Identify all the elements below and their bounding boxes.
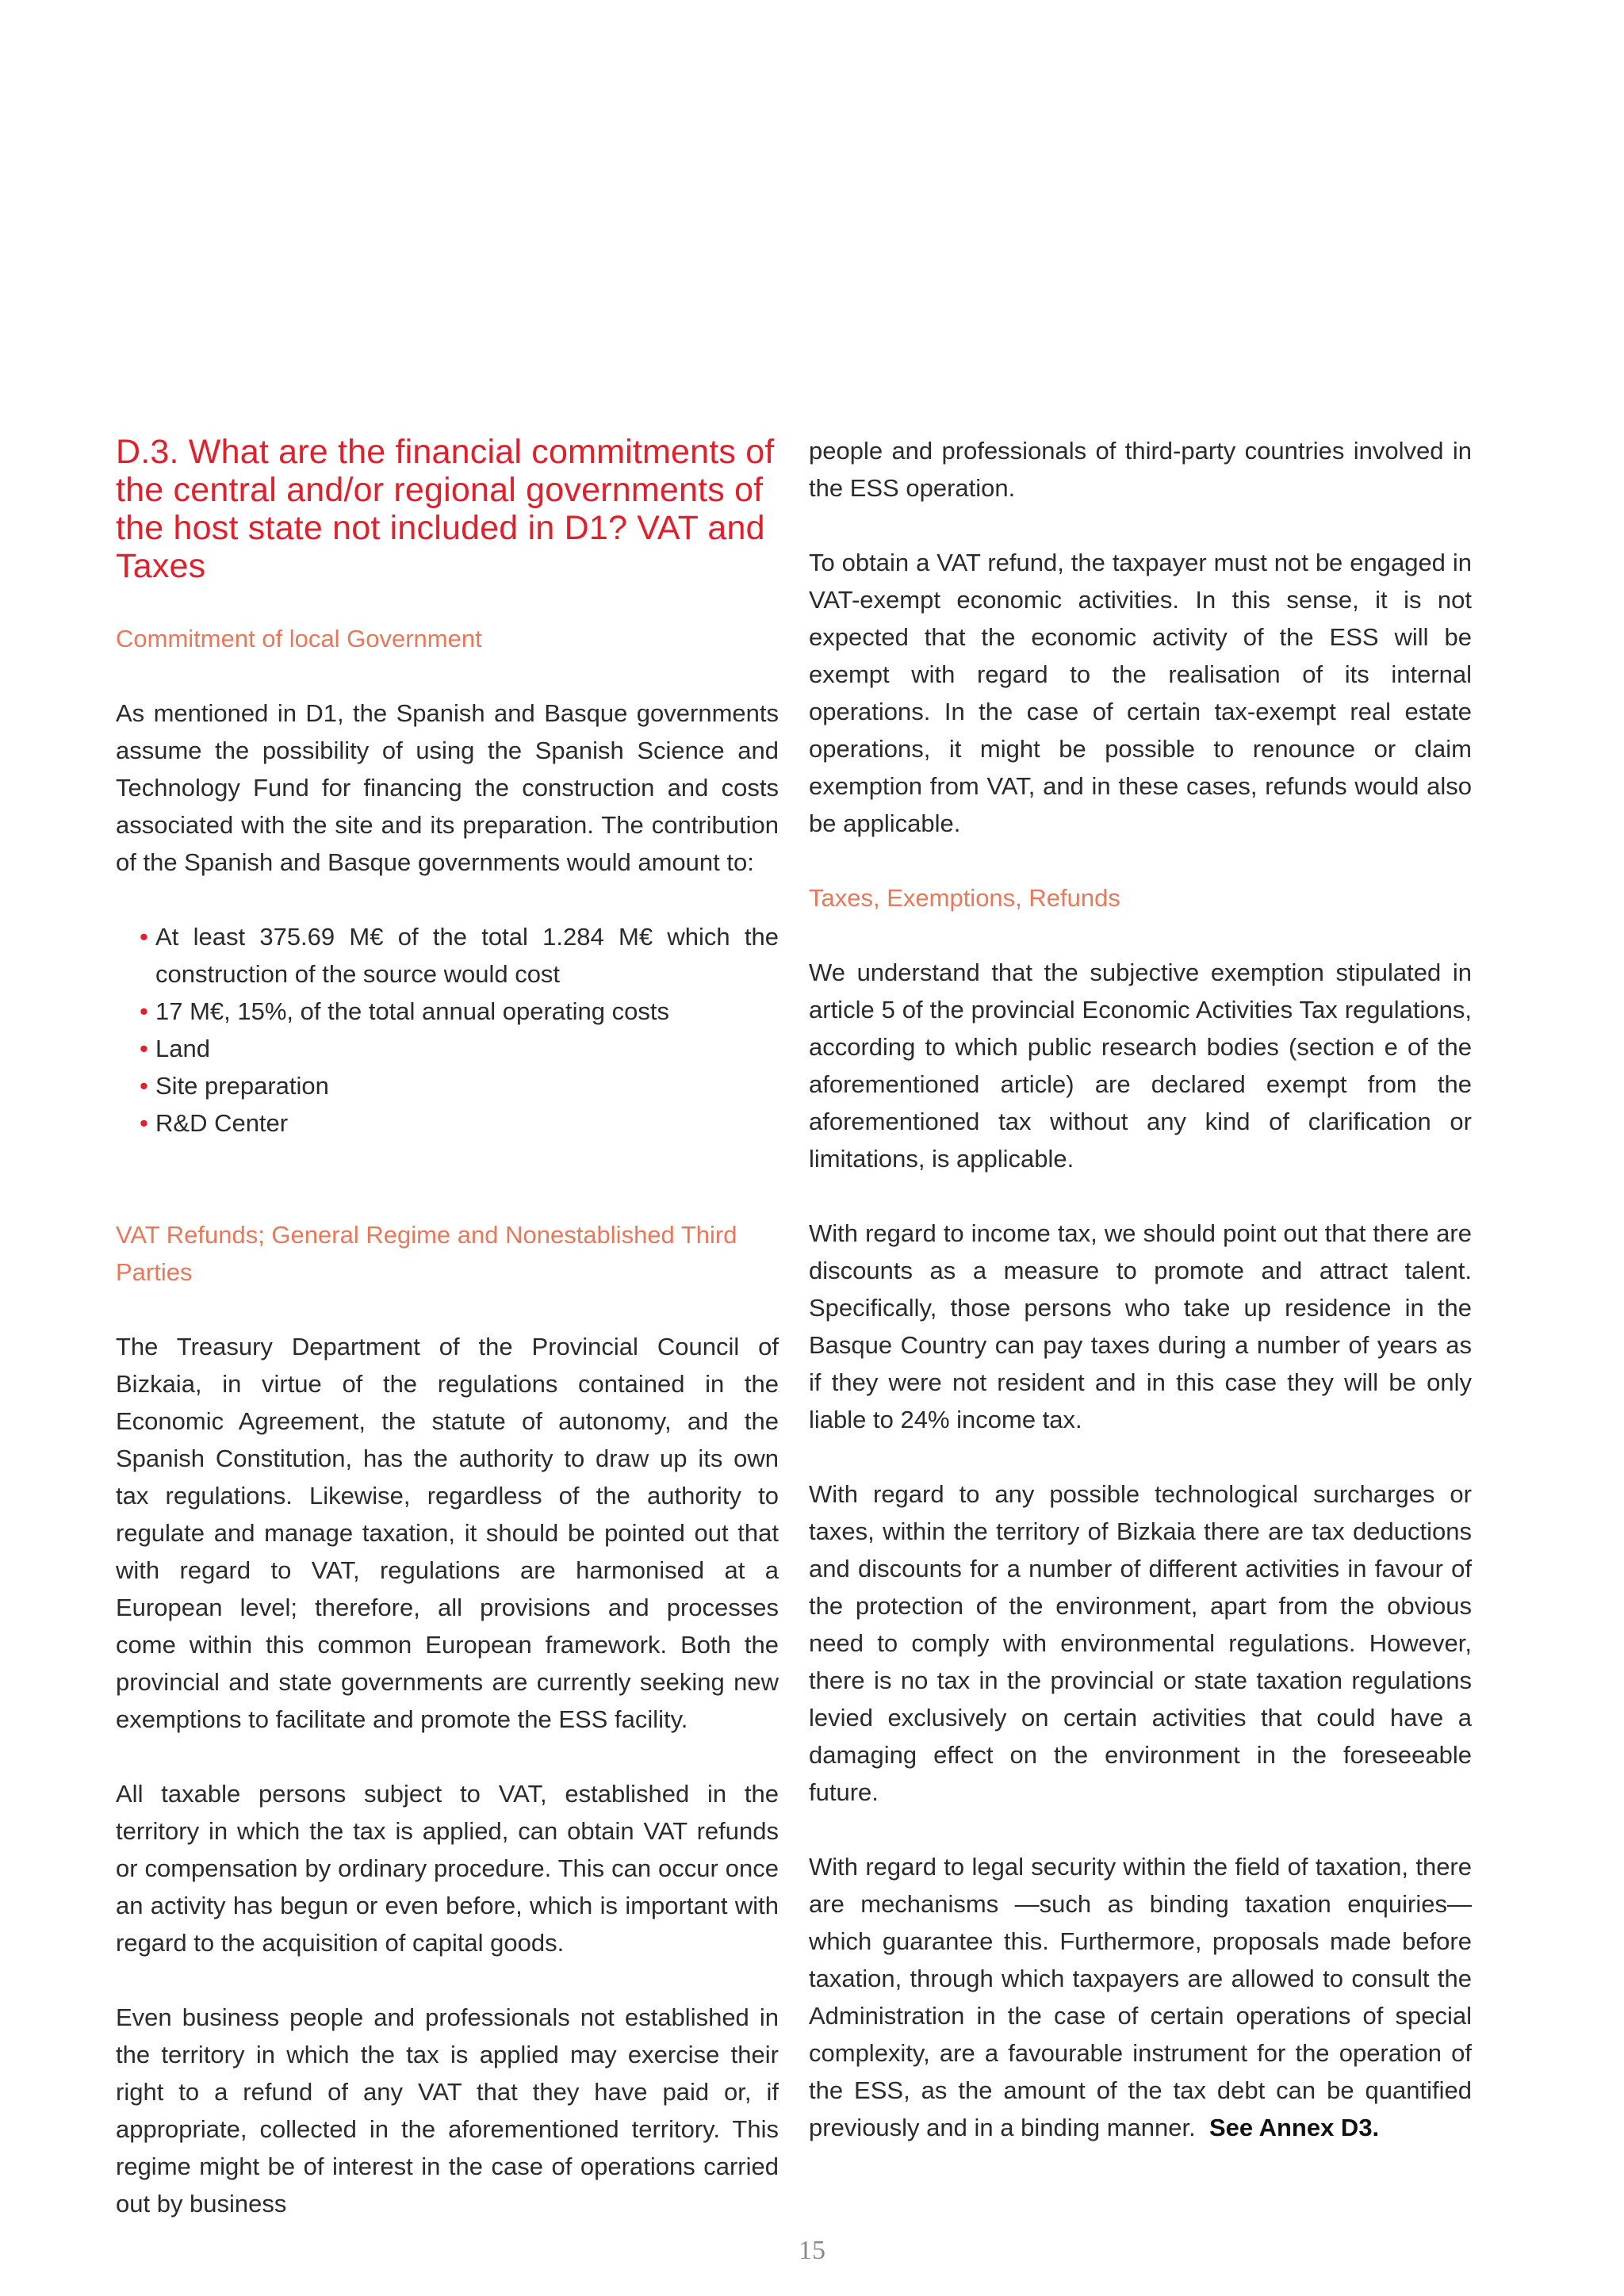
list-item: • 17 M€, 15%, of the total annual operating costs [140, 993, 779, 1030]
right-column [809, 432, 1472, 2146]
paragraph-treasury: The Treasury Department of the Provincial Council of Bizkaia, in virtue of the regulations contained in the Economic Agreement, the statute of autonomy, and the Spanish Constitution, has the authority to draw up its own tax regulations. Likewise, regardless of the authority to regulate and manage taxation, it should be pointed out that with regard to VAT, regulations are harmonised at a European level; therefore, all provisions and processes come within this common European framework. Both the provincial and state governments are currently seeking new exemptions to facilitate and promote the ESS facility. [116, 1333, 779, 1733]
bullet-icon: • [140, 1035, 148, 1062]
paragraph-local-government-intro: As mentioned in D1, the Spanish and Basque governments assume the possibility of using the Spanish Science and Technology Fund for financing the construction and costs associated with the site and its preparation. The contribution of the Spanish and Basque governments would amount to: [116, 699, 779, 876]
paragraph-income-tax: With regard to income tax, we should point out that there are discounts as a measure to promote and attract talent. Specifically, those persons who take up residence in the Basque Country can pay taxes during a number of years as if they were not resident and in this case they will be only liable to 24% income tax. [809, 1219, 1472, 1433]
paragraph-legal-security: With regard to legal security within the field of taxation, there are mechanisms —such as binding taxation enquiries— which guarantee this. Furthermore, proposals made before taxation, through which taxpayers are allowed to consult the Administration in the case of certain operations of special complexity, are a favourable instrument for the operation of the ESS, as the amount of the tax debt can be quantified previously and in a binding manner. See Annex D3. [809, 1853, 1472, 2141]
contribution-list [116, 918, 779, 1142]
subhead-taxes-exemptions: Taxes, Exemptions, Refunds [809, 884, 1120, 912]
list-item: • Land [140, 1030, 779, 1067]
subhead-local-government: Commitment of local Government [116, 625, 482, 652]
page-number: 15 [799, 2236, 825, 2265]
bullet-icon: • [140, 923, 148, 951]
list-item: • Site preparation [140, 1067, 779, 1104]
list-item: • At least 375.69 M€ of the total 1.284 M€ which the construction of the source would cost [140, 918, 779, 993]
paragraph-continuation: people and professionals of third-party countries involved in the ESS operation. [809, 437, 1472, 502]
paragraph-vat-refund-conditions: To obtain a VAT refund, the taxpayer must not be engaged in VAT-exempt economic activities. In this sense, it is not expected that the economic activity of the ESS will be exempt with regard to the realisation of its internal operations. In the case of certain tax-exempt real estate operations, it might be possible to renounce or claim exemption from VAT, and in these cases, refunds would also be applicable. [809, 549, 1472, 837]
paragraph-nonestablished: Even business people and professionals not established in the territory in which the tax is applied may exercise their right to a refund of any VAT that they have paid or, if appropriate, collected in the aforementioned territory. This regime might be of interest in the case of operations carried out by business [116, 2003, 779, 2218]
section-title: D.3. What are the financial commitments of the central and/or regional governments of the host state not included in D1? VAT and Taxes [116, 433, 775, 585]
annex-reference: See Annex D3. [1208, 2114, 1380, 2141]
list-item: • R&D Center [140, 1104, 779, 1142]
paragraph-technological-surcharges: With regard to any possible technological surcharges or taxes, within the territory of Bizkaia there are tax deductions and discounts for a number of different activities in favour of the protection of the environment, apart from the obvious need to comply with environmental regulations. However, there is no tax in the provincial or state taxation regulations levied exclusively on certain activities that could have a damaging effect on the environment in the foreseeable future. [809, 1480, 1472, 1806]
bullet-icon: • [140, 997, 148, 1025]
left-column [116, 433, 779, 2222]
bullet-icon: • [140, 1109, 148, 1137]
paragraph-subjective-exemption: We understand that the subjective exemption stipulated in article 5 of the provincial Economic Activities Tax regulations, according to which public research bodies (section e of the aforementioned article) are declared exempt from the aforementioned tax without any kind of clarification or limitations, is applicable. [809, 959, 1472, 1173]
paragraph-taxable-persons: All taxable persons subject to VAT, established in the territory in which the tax is applied, can obtain VAT refunds or compensation by ordinary procedure. This can occur once an activity has begun or even before, which is important with regard to the acquisition of capital goods. [116, 1780, 779, 1957]
bullet-icon: • [140, 1072, 148, 1100]
subhead-vat-refunds: VAT Refunds; General Regime and Nonestablished Third Parties [116, 1221, 737, 1286]
